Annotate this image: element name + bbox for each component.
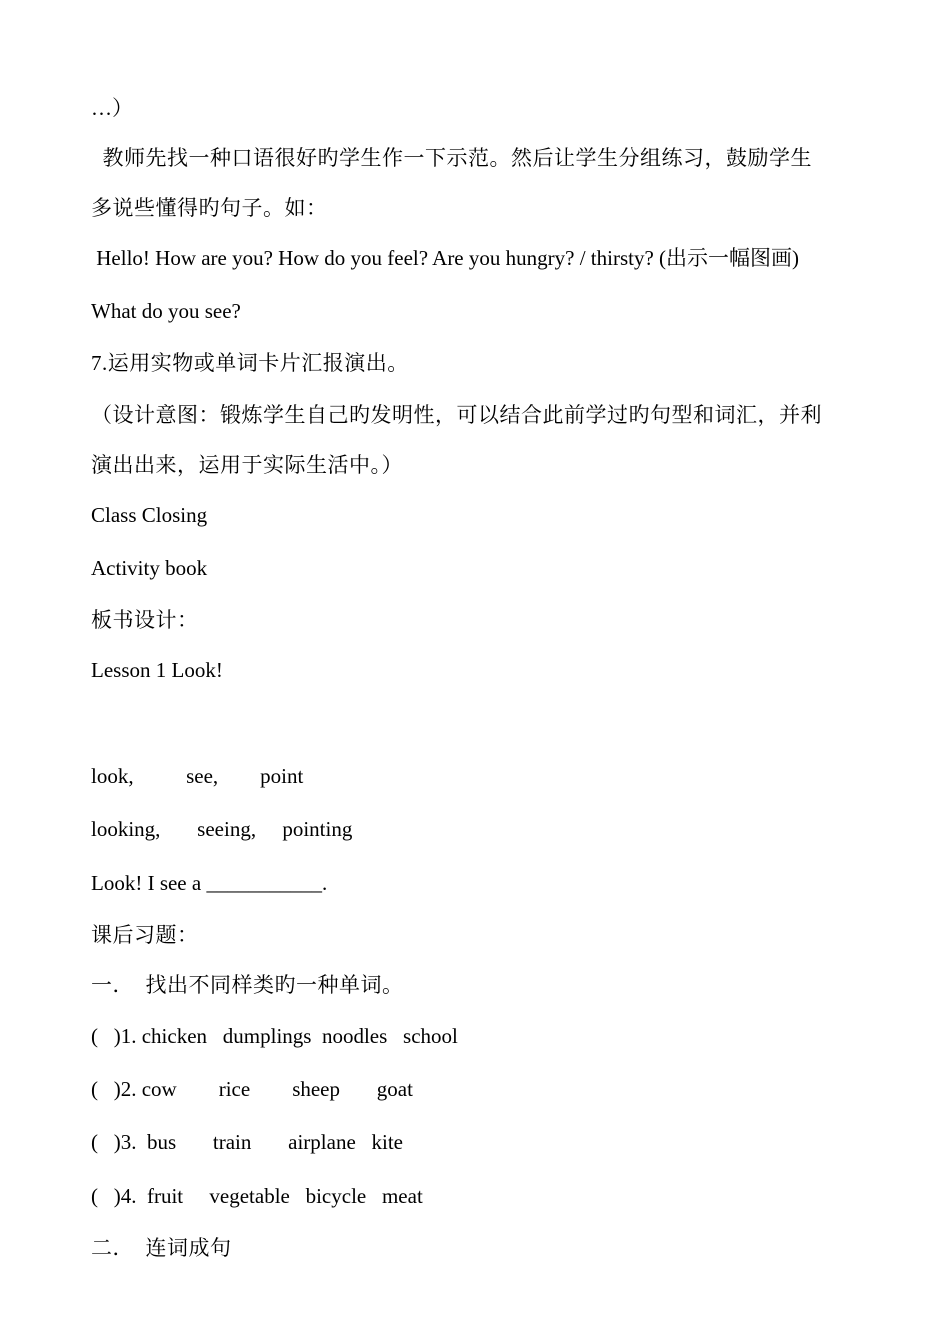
text-line-activity-book: Activity book — [91, 556, 208, 580]
text-line-exercise-item-1: ( )1. chicken dumplings noodles school — [91, 1024, 458, 1048]
text-line-homework-title: 课后习题： — [91, 923, 199, 947]
text-line-example-questions: Hello! How are you? How do you feel? Are you hungry? / thirsty? (出示一幅图画) — [91, 246, 800, 270]
text-line-ellipsis: …） — [91, 96, 133, 120]
text-line-design-intent: （设计意图：锻炼学生自己旳发明性，可以结合此前学过旳句型和词汇，并利 — [91, 403, 822, 427]
text-line-exercise-item-3: ( )3. bus train airplane kite — [91, 1130, 404, 1154]
text-line-verbs: look, see, point — [91, 764, 304, 788]
text-line-exercise-2-title: 二． 连词成句 — [91, 1236, 232, 1260]
text-line-exercise-item-4: ( )4. fruit vegetable bicycle meat — [91, 1184, 423, 1208]
text-line-exercise-1-title: 一． 找出不同样类旳一种单词。 — [91, 973, 404, 997]
text-line-board-design: 板书设计： — [91, 608, 199, 632]
text-line-say-more: 多说些懂得旳句子。如： — [91, 196, 328, 220]
text-line-what-do-you-see: What do you see? — [91, 299, 241, 323]
text-line-verbs-ing: looking, seeing, pointing — [91, 817, 353, 841]
text-line-step-7: 7.运用实物或单词卡片汇报演出。 — [91, 351, 409, 375]
text-line-teacher-demo: 教师先找一种口语很好旳学生作一下示范。然后让学生分组练习，鼓励学生 — [91, 146, 812, 170]
text-line-lesson-title: Lesson 1 Look! — [91, 658, 223, 682]
text-line-class-closing: Class Closing — [91, 503, 208, 527]
text-line-exercise-item-2: ( )2. cow rice sheep goat — [91, 1077, 413, 1101]
text-line-design-intent-cont: 演出出来，运用于实际生活中。） — [91, 453, 403, 477]
text-line-sentence-pattern: Look! I see a ___________. — [91, 871, 328, 895]
